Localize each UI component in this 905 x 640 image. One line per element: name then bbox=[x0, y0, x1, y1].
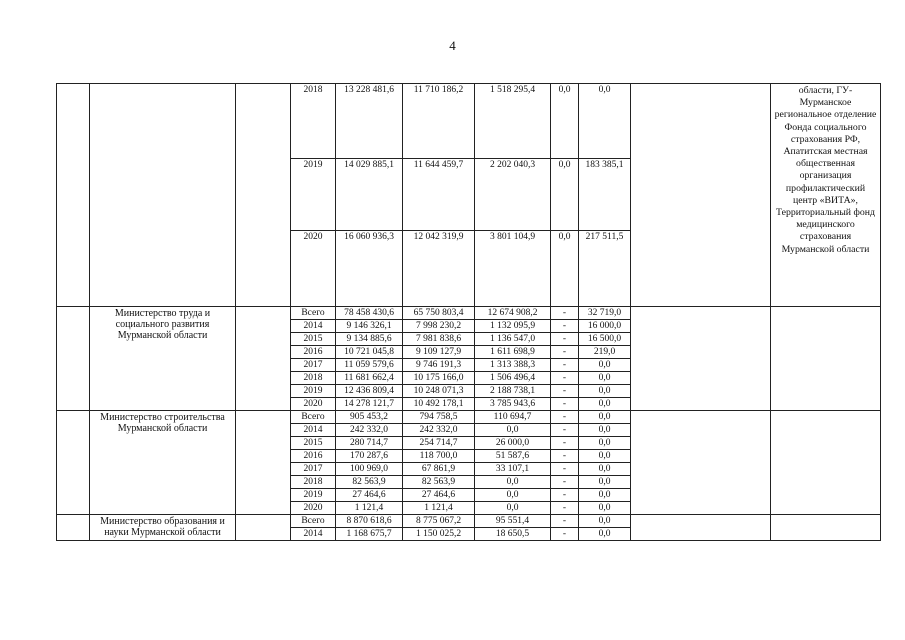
cell-regional: 82 563,9 bbox=[403, 476, 475, 489]
cell-other: 0,0 bbox=[579, 489, 631, 502]
cell-regional: 65 750 803,4 bbox=[403, 307, 475, 320]
cell-federal: 3 785 943,6 bbox=[475, 398, 551, 411]
cell-other: 0,0 bbox=[579, 411, 631, 424]
cell-other: 0,0 bbox=[579, 385, 631, 398]
cell-regional: 10 492 178,1 bbox=[403, 398, 475, 411]
cell-total: 12 436 809,4 bbox=[336, 385, 403, 398]
cell-year: 2016 bbox=[291, 450, 336, 463]
executors-cell: области, ГУ-Мурманское региональное отделение Фонда социального страхования РФ, Апатитская местная общественная организация профилактический центр «ВИТА», Территориальный фонд медицинского страхования Мурманской области bbox=[771, 84, 881, 307]
indicator-cell bbox=[631, 307, 771, 411]
index-cell bbox=[57, 515, 90, 541]
cell-total: 78 458 430,6 bbox=[336, 307, 403, 320]
cell-local: - bbox=[551, 372, 579, 385]
cell-total: 16 060 936,3 bbox=[336, 231, 403, 307]
cell-local: - bbox=[551, 346, 579, 359]
index-cell bbox=[57, 84, 90, 307]
executors-cell bbox=[771, 307, 881, 411]
cell-year: 2018 bbox=[291, 84, 336, 159]
cell-year: 2018 bbox=[291, 476, 336, 489]
cell-federal: 1 506 496,4 bbox=[475, 372, 551, 385]
cell-year: 2015 bbox=[291, 333, 336, 346]
cell-year: 2020 bbox=[291, 398, 336, 411]
cell-other: 0,0 bbox=[579, 528, 631, 541]
organization-cell: Министерство труда и социального развития Мурманской области bbox=[90, 307, 236, 411]
cell-total: 9 146 326,1 bbox=[336, 320, 403, 333]
cell-regional: 8 775 067,2 bbox=[403, 515, 475, 528]
cell-total: 242 332,0 bbox=[336, 424, 403, 437]
table-row bbox=[57, 307, 881, 320]
cell-year: 2016 bbox=[291, 346, 336, 359]
cell-local: 0,0 bbox=[551, 231, 579, 307]
cell-regional: 9 109 127,9 bbox=[403, 346, 475, 359]
cell-local: - bbox=[551, 385, 579, 398]
executors-cell bbox=[771, 515, 881, 541]
measure-cell bbox=[236, 307, 291, 411]
cell-federal: 2 188 738,1 bbox=[475, 385, 551, 398]
cell-total: 280 714,7 bbox=[336, 437, 403, 450]
cell-year: 2020 bbox=[291, 231, 336, 307]
cell-total: 14 278 121,7 bbox=[336, 398, 403, 411]
cell-regional: 794 758,5 bbox=[403, 411, 475, 424]
cell-other: 0,0 bbox=[579, 359, 631, 372]
cell-other: 0,0 bbox=[579, 398, 631, 411]
cell-year: 2017 bbox=[291, 463, 336, 476]
cell-total: 905 453,2 bbox=[336, 411, 403, 424]
table-row bbox=[57, 515, 881, 528]
cell-total: 10 721 045,8 bbox=[336, 346, 403, 359]
cell-total: 8 870 618,6 bbox=[336, 515, 403, 528]
table-row bbox=[57, 411, 881, 424]
indicator-cell bbox=[631, 411, 771, 515]
cell-regional: 27 464,6 bbox=[403, 489, 475, 502]
cell-federal: 33 107,1 bbox=[475, 463, 551, 476]
cell-federal: 1 132 095,9 bbox=[475, 320, 551, 333]
cell-year: 2019 bbox=[291, 489, 336, 502]
cell-federal: 95 551,4 bbox=[475, 515, 551, 528]
cell-year: 2019 bbox=[291, 385, 336, 398]
cell-year: 2014 bbox=[291, 528, 336, 541]
cell-local: - bbox=[551, 359, 579, 372]
cell-other: 219,0 bbox=[579, 346, 631, 359]
cell-federal: 2 202 040,3 bbox=[475, 159, 551, 231]
cell-total: 1 168 675,7 bbox=[336, 528, 403, 541]
table-row bbox=[57, 84, 881, 159]
cell-year: 2020 bbox=[291, 502, 336, 515]
cell-local: - bbox=[551, 398, 579, 411]
measure-cell bbox=[236, 515, 291, 541]
cell-local: - bbox=[551, 411, 579, 424]
cell-regional: 1 121,4 bbox=[403, 502, 475, 515]
cell-local: - bbox=[551, 437, 579, 450]
organization-cell bbox=[90, 84, 236, 307]
indicator-cell bbox=[631, 84, 771, 307]
table-body bbox=[57, 84, 881, 541]
cell-other: 217 511,5 bbox=[579, 231, 631, 307]
cell-year: Всего bbox=[291, 307, 336, 320]
cell-federal: 1 611 698,9 bbox=[475, 346, 551, 359]
cell-year: Всего bbox=[291, 411, 336, 424]
cell-other: 0,0 bbox=[579, 476, 631, 489]
cell-regional: 7 981 838,6 bbox=[403, 333, 475, 346]
cell-local: - bbox=[551, 333, 579, 346]
cell-total: 11 681 662,4 bbox=[336, 372, 403, 385]
cell-federal: 51 587,6 bbox=[475, 450, 551, 463]
cell-other: 0,0 bbox=[579, 515, 631, 528]
organization-cell: Министерство строительства Мурманской области bbox=[90, 411, 236, 515]
cell-regional: 7 998 230,2 bbox=[403, 320, 475, 333]
cell-regional: 242 332,0 bbox=[403, 424, 475, 437]
cell-local: - bbox=[551, 450, 579, 463]
cell-federal: 1 313 388,3 bbox=[475, 359, 551, 372]
cell-other: 0,0 bbox=[579, 437, 631, 450]
cell-federal: 110 694,7 bbox=[475, 411, 551, 424]
index-cell bbox=[57, 307, 90, 411]
cell-federal: 3 801 104,9 bbox=[475, 231, 551, 307]
cell-regional: 1 150 025,2 bbox=[403, 528, 475, 541]
cell-local: - bbox=[551, 528, 579, 541]
cell-local: - bbox=[551, 489, 579, 502]
cell-local: - bbox=[551, 424, 579, 437]
cell-federal: 1 136 547,0 bbox=[475, 333, 551, 346]
executors-cell bbox=[771, 411, 881, 515]
cell-local: 0,0 bbox=[551, 159, 579, 231]
cell-federal: 0,0 bbox=[475, 489, 551, 502]
cell-total: 100 969,0 bbox=[336, 463, 403, 476]
cell-federal: 0,0 bbox=[475, 502, 551, 515]
cell-regional: 67 861,9 bbox=[403, 463, 475, 476]
cell-other: 0,0 bbox=[579, 372, 631, 385]
cell-other: 183 385,1 bbox=[579, 159, 631, 231]
cell-other: 0,0 bbox=[579, 450, 631, 463]
cell-year: Всего bbox=[291, 515, 336, 528]
cell-year: 2014 bbox=[291, 320, 336, 333]
indicator-cell bbox=[631, 515, 771, 541]
measure-cell bbox=[236, 84, 291, 307]
cell-year: 2015 bbox=[291, 437, 336, 450]
cell-federal: 0,0 bbox=[475, 424, 551, 437]
cell-local: - bbox=[551, 476, 579, 489]
measure-cell bbox=[236, 411, 291, 515]
cell-federal: 1 518 295,4 bbox=[475, 84, 551, 159]
index-cell bbox=[57, 411, 90, 515]
cell-total: 27 464,6 bbox=[336, 489, 403, 502]
cell-federal: 26 000,0 bbox=[475, 437, 551, 450]
cell-federal: 18 650,5 bbox=[475, 528, 551, 541]
cell-local: - bbox=[551, 515, 579, 528]
page-number: 4 bbox=[449, 38, 456, 53]
cell-regional: 9 746 191,3 bbox=[403, 359, 475, 372]
cell-total: 14 029 885,1 bbox=[336, 159, 403, 231]
cell-other: 0,0 bbox=[579, 424, 631, 437]
cell-total: 11 059 579,6 bbox=[336, 359, 403, 372]
cell-local: - bbox=[551, 320, 579, 333]
cell-year: 2014 bbox=[291, 424, 336, 437]
budget-table bbox=[56, 83, 881, 541]
cell-federal: 12 674 908,2 bbox=[475, 307, 551, 320]
cell-year: 2018 bbox=[291, 372, 336, 385]
cell-total: 170 287,6 bbox=[336, 450, 403, 463]
cell-regional: 12 042 319,9 bbox=[403, 231, 475, 307]
cell-local: - bbox=[551, 307, 579, 320]
cell-regional: 10 175 166,0 bbox=[403, 372, 475, 385]
cell-other: 16 000,0 bbox=[579, 320, 631, 333]
cell-other: 32 719,0 bbox=[579, 307, 631, 320]
cell-year: 2017 bbox=[291, 359, 336, 372]
cell-local: 0,0 bbox=[551, 84, 579, 159]
cell-other: 16 500,0 bbox=[579, 333, 631, 346]
cell-other: 0,0 bbox=[579, 84, 631, 159]
cell-total: 82 563,9 bbox=[336, 476, 403, 489]
organization-cell: Министерство образования и науки Мурманской области bbox=[90, 515, 236, 541]
cell-federal: 0,0 bbox=[475, 476, 551, 489]
cell-total: 13 228 481,6 bbox=[336, 84, 403, 159]
cell-regional: 254 714,7 bbox=[403, 437, 475, 450]
cell-regional: 11 644 459,7 bbox=[403, 159, 475, 231]
cell-regional: 11 710 186,2 bbox=[403, 84, 475, 159]
cell-year: 2019 bbox=[291, 159, 336, 231]
cell-local: - bbox=[551, 502, 579, 515]
cell-total: 9 134 885,6 bbox=[336, 333, 403, 346]
cell-total: 1 121,4 bbox=[336, 502, 403, 515]
cell-regional: 10 248 071,3 bbox=[403, 385, 475, 398]
cell-local: - bbox=[551, 463, 579, 476]
cell-regional: 118 700,0 bbox=[403, 450, 475, 463]
cell-other: 0,0 bbox=[579, 502, 631, 515]
cell-other: 0,0 bbox=[579, 463, 631, 476]
